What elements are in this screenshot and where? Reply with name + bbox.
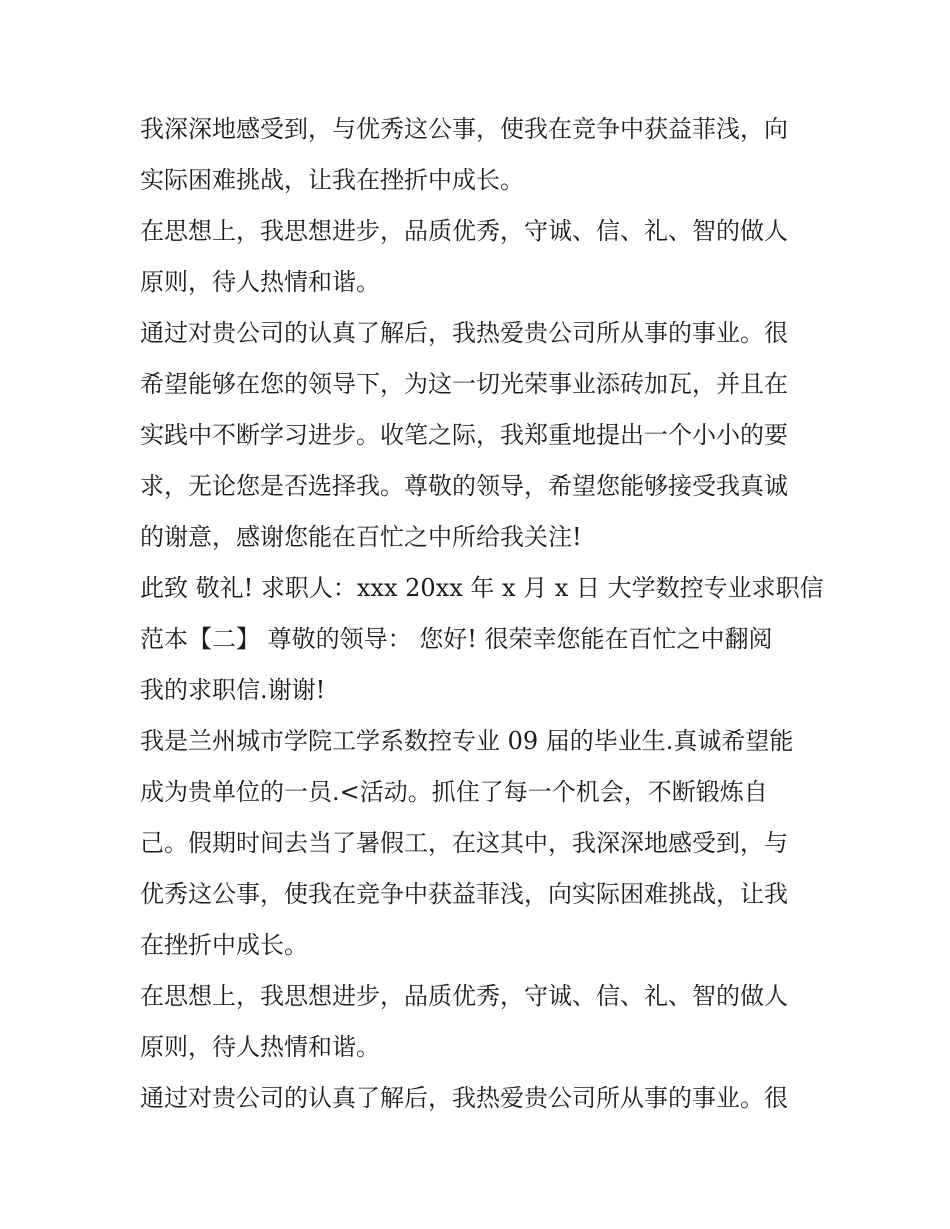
text-line: 的谢意，感谢您能在百忙之中所给我关注! — [140, 523, 582, 551]
text-line: 我深深地感受到，与优秀这公事，使我在竞争中获益菲浅，向 — [140, 115, 788, 143]
text-line: 我的求职信.谢谢! — [140, 676, 326, 704]
text-line: 在思想上，我思想进步，品质优秀，守诚、信、礼、智的做人 — [140, 217, 788, 245]
text-line: 通过对贵公司的认真了解后，我热爱贵公司所从事的事业。很 — [140, 319, 788, 347]
paragraph-1 — [140, 104, 820, 206]
text-line: 优秀这公事，使我在竞争中获益菲浅，向实际困难挑战，让我 — [140, 880, 788, 908]
paragraph-3 — [140, 308, 820, 563]
text-line: 在挫折中成长。 — [140, 931, 308, 959]
text-line: 通过对贵公司的认真了解后，我热爱贵公司所从事的事业。很 — [140, 1084, 788, 1112]
text-line: 己。假期时间去当了暑假工，在这其中，我深深地感受到，与 — [140, 829, 788, 857]
text-line: 希望能够在您的领导下，为这一切光荣事业添砖加瓦，并且在 — [140, 370, 788, 398]
paragraph-7 — [140, 1073, 820, 1124]
text-line: 在思想上，我思想进步，品质优秀，守诚、信、礼、智的做人 — [140, 982, 788, 1010]
text-line: 求，无论您是否选择我。尊敬的领导，希望您能够接受我真诚 — [140, 472, 788, 500]
paragraph-5 — [140, 716, 820, 971]
paragraph-4 — [140, 563, 824, 716]
document-body — [140, 104, 824, 1124]
text-line: 此致 敬礼! 求职人：xxx 20xx 年 x 月 x 日 大学数控专业求职信 — [140, 574, 824, 602]
paragraph-6 — [140, 971, 820, 1073]
text-line: 实践中不断学习进步。收笔之际，我郑重地提出一个小小的要 — [140, 421, 788, 449]
text-line: 原则，待人热情和谐。 — [140, 268, 380, 296]
paragraph-2 — [140, 206, 820, 308]
text-line: 实际困难挑战，让我在挫折中成长。 — [140, 166, 524, 194]
text-line: 我是兰州城市学院工学系数控专业 09 届的毕业生.真诚希望能 — [140, 727, 794, 755]
text-line: 原则，待人热情和谐。 — [140, 1033, 380, 1061]
text-line: 范本【二】 尊敬的领导： 您好! 很荣幸您能在百忙之中翻阅 — [140, 625, 773, 653]
text-line: 成为贵单位的一员.<活动。抓住了每一个机会，不断锻炼自 — [140, 778, 768, 806]
